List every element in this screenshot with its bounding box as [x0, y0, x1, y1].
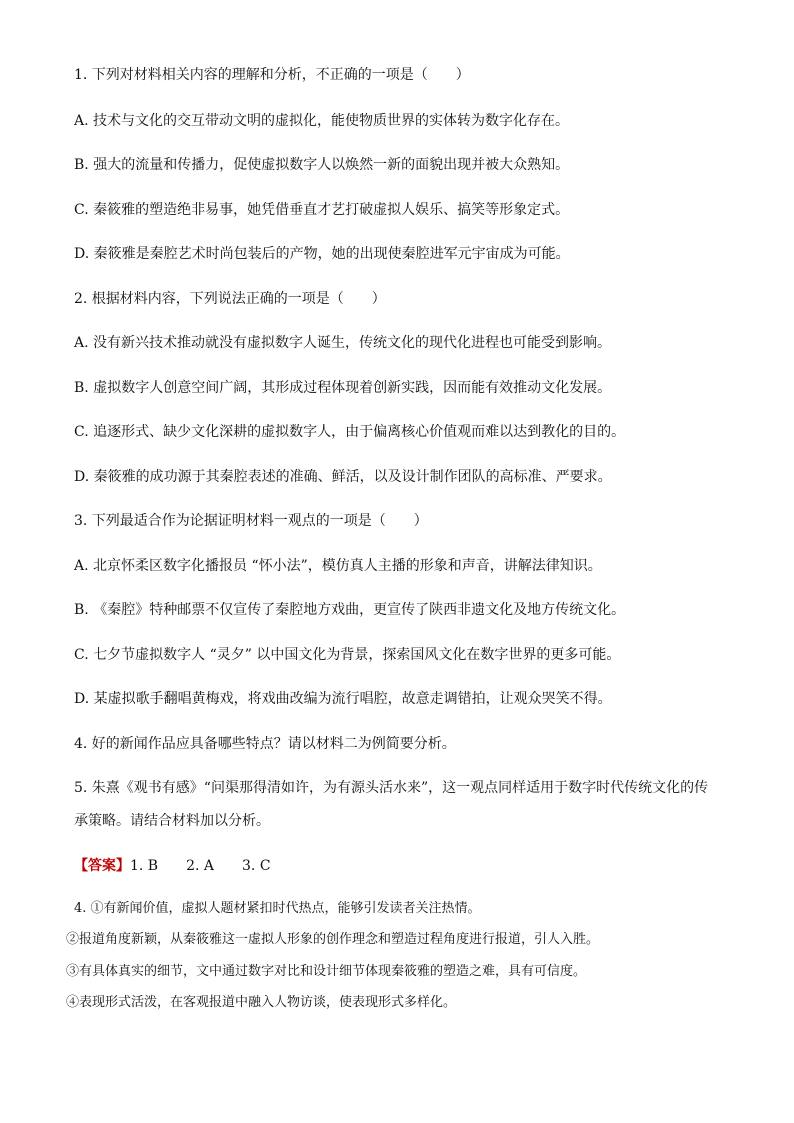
question-1-option-d: D. 秦筱雅是秦腔艺术时尚包装后的产物，她的出现使秦腔进军元宇宙成为可能。	[74, 246, 570, 262]
question-3-option-a: A. 北京怀柔区数字化播报员 “怀小法”，模仿真人主播的形象和声音，讲解法律知识。	[74, 558, 602, 574]
answer-summary	[74, 855, 724, 877]
question-3-option-d: D. 某虚拟歌手翻唱黄梅戏，将戏曲改编为流行唱腔，故意走调错拍，让观众哭笑不得。	[74, 691, 612, 707]
question-3-option-b: B. 《秦腔》特种邮票不仅宣传了秦腔地方戏曲，更宣传了陕西非遗文化及地方传统文化。	[74, 602, 626, 618]
question-5-stem-line-1: 5. 朱熹《观书有感》“问渠那得清如许，为有源头活水来”，这一观点同样适用于数字时代传统文化的传	[74, 780, 709, 796]
question-2-option-c: C. 追逐形式、缺少文化深耕的虚拟数字人，由于偏离核心价值观而难以达到教化的目的。	[74, 424, 626, 440]
question-1-option-b: B. 强大的流量和传播力，促使虚拟数字人以焕然一新的面貌出现并被大众熟知。	[74, 157, 570, 173]
question-2-option-b: B. 虚拟数字人创意空间广阔，其形成过程体现着创新实践，因而能有效推动文化发展。	[74, 380, 612, 396]
question-3-option-c: C. 七夕节虚拟数字人 “灵夕” 以中国文化为背景，探索国风文化在数字世界的更多可能。	[74, 647, 621, 663]
question-1-option-a: A. 技术与文化的交互带动文明的虚拟化，能使物质世界的实体转为数字化存在。	[74, 113, 570, 129]
answer-label: 【答案】	[74, 858, 130, 874]
answer-4-point-3: ③有具体真实的细节，文中通过数字对比和设计细节体现秦筱雅的塑造之难，具有可信度。	[66, 964, 587, 979]
question-4-stem: 4. 好的新闻作品应具备哪些特点？请以材料二为例简要分析。	[74, 736, 456, 752]
answer-4-point-1: 4. ①有新闻价值，虚拟人题材紧扣时代热点，能够引发读者关注热情。	[74, 901, 481, 916]
answer-choices: 1. B 2. A 3. C	[130, 858, 271, 874]
question-2-option-a: A. 没有新兴技术推动就没有虚拟数字人诞生，传统文化的现代化进程也可能受到影响。	[74, 335, 612, 351]
question-5-stem-line-2: 承策略。请结合材料加以分析。	[74, 813, 270, 829]
question-2-stem: 2. 根据材料内容，下列说法正确的一项是（ ）	[74, 291, 386, 307]
question-3-stem: 3. 下列最适合作为论据证明材料一观点的一项是（ ）	[74, 513, 428, 529]
question-1-option-c: C. 秦筱雅的塑造绝非易事，她凭借垂直才艺打破虚拟人娱乐、搞笑等形象定式。	[74, 202, 570, 218]
question-1-stem: 1. 下列对材料相关内容的理解和分析，不正确的一项是（ ）	[74, 67, 470, 83]
answer-4-point-2: ②报道角度新颖，从秦筱雅这一虚拟人形象的创作理念和塑造过程角度进行报道，引人入胜。	[66, 932, 600, 947]
answer-4-point-4: ④表现形式活泼，在客观报道中融入人物访谈，使表现形式多样化。	[66, 995, 457, 1010]
question-2-option-d: D. 秦筱雅的成功源于其秦腔表述的准确、鲜活，以及设计制作团队的高标准、严要求。	[74, 469, 612, 485]
